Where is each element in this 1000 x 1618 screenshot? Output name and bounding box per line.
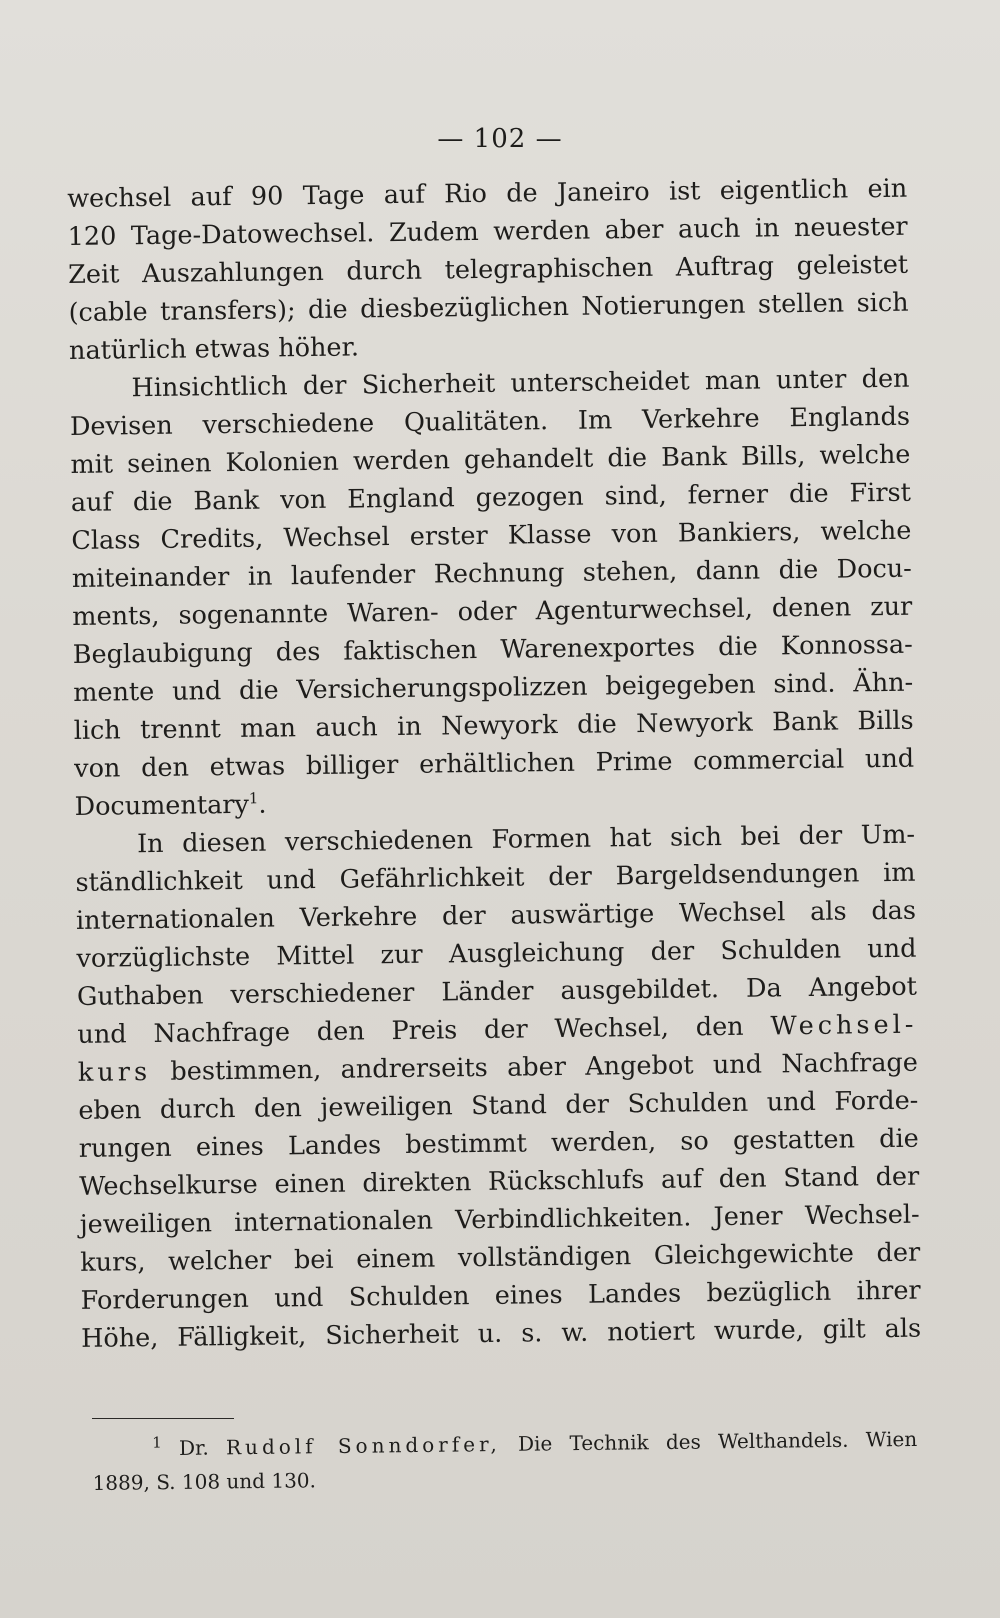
footnote-line: 1889, S. 108 und 130.	[92, 1468, 317, 1495]
text-line: mente und die Versicherungspolizzen beigegeben sind. Ähn-	[73, 667, 914, 708]
text-line: Forderungen und Schulden eines Landes bezüglich ihrer	[80, 1275, 921, 1316]
footnote-marker: 1	[152, 1433, 162, 1452]
text-line: natürlich etwas höher.	[68, 332, 360, 366]
body-text	[67, 170, 921, 1358]
text-line: internationalen Verkehre der auswärtige Wechsel als das	[75, 895, 917, 936]
text-line-content: Documentary	[74, 789, 250, 822]
footnote-title: Die Technik des Welthandels. Wien	[517, 1426, 918, 1456]
footnote-reference: 1	[248, 789, 259, 808]
text-line-content: bestimmen, andrerseits aber Angebot und Nachfrage	[170, 1047, 919, 1087]
text-line: wechsel auf 90 Tage auf Rio de Janeiro ist eigentlich ein	[67, 173, 908, 214]
spaced-term: kurs	[77, 1057, 152, 1088]
text-line-with-footnote-ref: Documentary$^1$.	[74, 789, 267, 822]
text-line: jeweiligen internationalen Verbindlichkeiten. Jener Wechsel-	[79, 1199, 920, 1240]
page-number: — 102 —	[437, 124, 563, 154]
footnote	[92, 1422, 918, 1500]
text-line: vorzüglichste Mittel zur Ausgleichung der Schulden und	[76, 933, 917, 974]
text-line: Wechselkurse einen direkten Rückschlufs auf den Stand der	[79, 1161, 920, 1202]
text-line: Devisen verschiedene Qualitäten. Im Verkehre Englands	[69, 401, 911, 442]
paragraph-start-line: In diesen verschiedenen Formen hat sich bei der Um-	[136, 819, 916, 860]
text-line: Guthaben verschiedener Länder ausgebildet. Da Angebot	[76, 971, 918, 1012]
text-line: von den etwas billiger erhältlichen Prime commercial und	[74, 743, 915, 784]
text-line: lich trennt man auch in Newyork die Newyork Bank Bills	[73, 705, 914, 746]
text-line: auf die Bank von England gezogen sind, ferner die First	[70, 477, 912, 518]
paragraph-start-line: Hinsichtlich der Sicherheit unterscheidet man unter den	[131, 363, 910, 404]
footnote-author: Rudolf Sonndorfer,	[225, 1432, 501, 1460]
text-line: ständlichkeit und Gefährlichkeit der Bargeldsendungen im	[75, 857, 916, 898]
text-line: Höhe, Fälligkeit, Sicherheit u. s. w. notiert wurde, gilt als	[80, 1313, 922, 1354]
text-line: Class Credits, Wechsel erster Klasse von Bankiers, welche	[71, 515, 912, 556]
footnote-divider	[92, 1418, 234, 1419]
text-line: kurs, welcher bei einem vollständigen Gleichgewichte der	[80, 1237, 921, 1278]
text-line: miteinander in laufender Rechnung stehen, dann die Docu-	[71, 553, 912, 594]
text-line: mit seinen Kolonien werden gehandelt die Bank Bills, welche	[70, 439, 911, 480]
text-line: eben durch den jeweiligen Stand der Schulden und Forde-	[78, 1085, 919, 1126]
text-line: Beglaubigung des faktischen Warenexportes die Konnossa-	[72, 629, 913, 670]
text-line: rungen eines Landes bestimmt werden, so gestatten die	[78, 1123, 919, 1164]
spaced-term: Wechsel-	[770, 1009, 918, 1042]
footnote-prefix: Dr.	[178, 1435, 209, 1460]
text-line-content: und Nachfrage den Preis der Wechsel, den	[77, 1011, 744, 1050]
text-line: Zeit Auszahlungen durch telegraphischen Auftrag geleistet	[67, 249, 909, 290]
text-line: ments, sogenannte Waren- oder Agenturwechsel, denen zur	[72, 591, 913, 632]
text-line: (cable transfers); die diesbezüglichen Notierungen stellen sich	[68, 287, 909, 328]
text-line: 120 Tage-Datowechsel. Zudem werden aber auch in neuester	[67, 211, 908, 252]
